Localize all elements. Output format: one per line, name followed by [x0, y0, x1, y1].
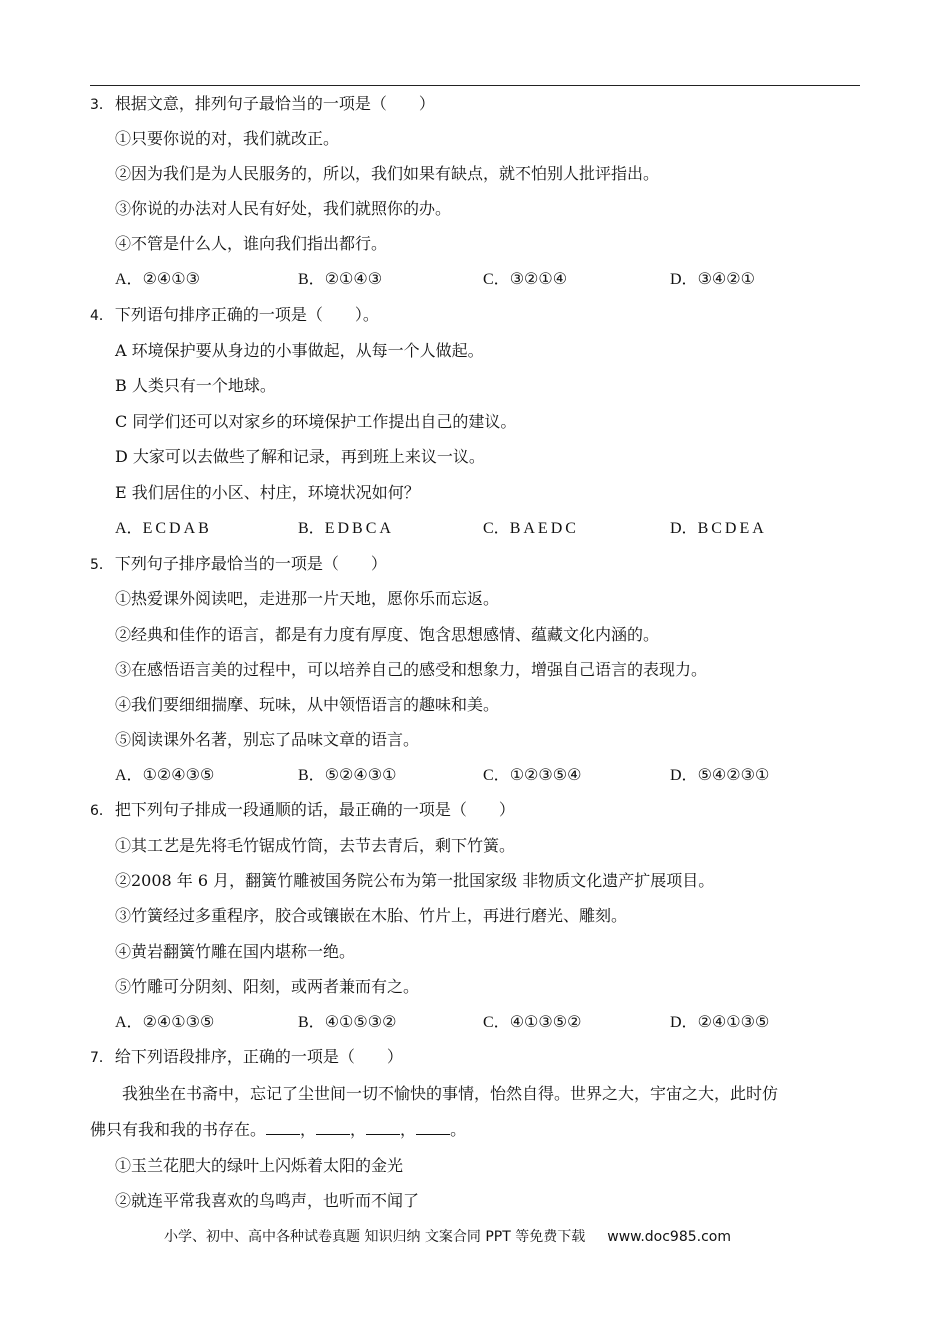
q5-sentence-5: ⑤阅读课外名著，别忘了品味文章的语言。: [115, 730, 420, 749]
q5-sentence-1: ①热爱课外阅读吧，走进那一片天地，愿你乐而忘返。: [115, 589, 500, 608]
q6-sentence-3: ③竹簧经过多重程序，胶合或镶嵌在木胎、竹片上，再进行磨光、雕刻。: [115, 906, 628, 925]
q3-sentence-3: ③你说的办法对人民有好处，我们就照你的办。: [115, 199, 452, 218]
question-4-title: 4． 下列语句排序正确的一项是（ ）。: [90, 305, 379, 324]
q3-option-c[interactable]: C．③②①④: [483, 269, 568, 288]
q7-sentence-2: ②就连平常我喜欢的鸟鸣声，也听而不闻了: [115, 1191, 420, 1210]
q4-sentence-e: E 我们居住的小区、村庄，环境状况如何？: [115, 483, 420, 502]
q6-option-b[interactable]: B．④①⑤③②: [298, 1012, 397, 1031]
question-3-title: 3． 根据文意，排列句子最恰当的一项是（ ）: [90, 94, 435, 113]
footer-text: 小学、初中、高中各种试卷真题 知识归纳 文案合同 PPT 等免费下载: [164, 1229, 586, 1245]
q7-sentence-1: ①玉兰花肥大的绿叶上闪烁着太阳的金光: [115, 1156, 404, 1175]
q4-sentence-a: A 环境保护要从身边的小事做起，从每一个人做起。: [115, 341, 484, 360]
answer-blank-4[interactable]: [416, 1120, 450, 1135]
page-footer: [164, 1226, 731, 1246]
q6-option-c[interactable]: C．④①③⑤②: [483, 1012, 582, 1031]
q5-option-b[interactable]: B．⑤②④③①: [298, 765, 397, 784]
q4-option-d[interactable]: D．BCDEA: [670, 520, 767, 537]
q6-option-d[interactable]: D．②④①③⑤: [670, 1012, 770, 1031]
q4-option-a[interactable]: A．ECDAB: [115, 520, 212, 537]
q3-sentence-2: ②因为我们是为人民服务的，所以，我们如果有缺点，就不怕别人批评指出。: [115, 164, 660, 183]
header-rule: [90, 85, 860, 86]
question-6-title: 6． 把下列句子排成一段通顺的话，最正确的一项是（ ）: [90, 800, 515, 819]
q5-option-d[interactable]: D．⑤④②③①: [670, 765, 770, 784]
q3-option-a[interactable]: A．②④①③: [115, 269, 200, 288]
q6-sentence-1: ①其工艺是先将毛竹锯成竹筒，去节去青后，剩下竹簧。: [115, 836, 516, 855]
q5-sentence-2: ②经典和佳作的语言，都是有力度有厚度、饱含思想感情、蕴藏文化内涵的。: [115, 625, 660, 644]
q5-option-c[interactable]: C．①②③⑤④: [483, 765, 582, 784]
q6-sentence-5: ⑤竹雕可分阴刻、阳刻，或两者兼而有之。: [115, 977, 420, 996]
q4-option-c[interactable]: C．BAEDC: [483, 520, 579, 537]
q7-passage-line-1: 我独坐在书斋中，忘记了尘世间一切不愉快的事情，怡然自得。世界之大，宇宙之大，此时仿: [90, 1084, 779, 1103]
q4-sentence-b: B 人类只有一个地球。: [115, 376, 276, 395]
q3-sentence-4: ④不管是什么人，谁向我们指出都行。: [115, 234, 388, 253]
q4-sentence-c: C 同学们还可以对家乡的环境保护工作提出自己的建议。: [115, 412, 517, 431]
answer-blank-3[interactable]: [366, 1120, 400, 1135]
q4-sentence-d: D 大家可以去做些了解和记录，再到班上来议一议。: [115, 447, 485, 466]
question-5-title: 5． 下列句子排序最恰当的一项是（ ）: [90, 554, 387, 573]
footer-url[interactable]: www.doc985.com: [607, 1229, 731, 1245]
q5-sentence-4: ④我们要细细揣摩、玩味，从中领悟语言的趣味和美。: [115, 695, 500, 714]
question-7-title: 7． 给下列语段排序，正确的一项是（ ）: [90, 1047, 403, 1066]
q4-option-b[interactable]: B．EDBCA: [298, 520, 394, 537]
q3-sentence-1: ①只要你说的对，我们就改正。: [115, 129, 340, 148]
q3-option-d[interactable]: D．③④②①: [670, 269, 755, 288]
q6-sentence-2: ②2008 年 6 月，翻簧竹雕被国务院公布为第一批国家级 非物质文化遗产扩展项目。: [115, 871, 715, 890]
q5-option-a[interactable]: A．①②④③⑤: [115, 765, 215, 784]
q7-passage-line-2: 佛只有我和我的书存在。 ， ， ， 。: [90, 1120, 467, 1139]
q3-option-b[interactable]: B．②①④③: [298, 269, 383, 288]
answer-blank-2[interactable]: [316, 1120, 350, 1135]
q6-option-a[interactable]: A．②④①③⑤: [115, 1012, 215, 1031]
q5-sentence-3: ③在感悟语言美的过程中，可以培养自己的感受和想象力，增强自己语言的表现力。: [115, 660, 708, 679]
answer-blank-1[interactable]: [266, 1120, 300, 1135]
q6-sentence-4: ④黄岩翻簧竹雕在国内堪称一绝。: [115, 942, 356, 961]
